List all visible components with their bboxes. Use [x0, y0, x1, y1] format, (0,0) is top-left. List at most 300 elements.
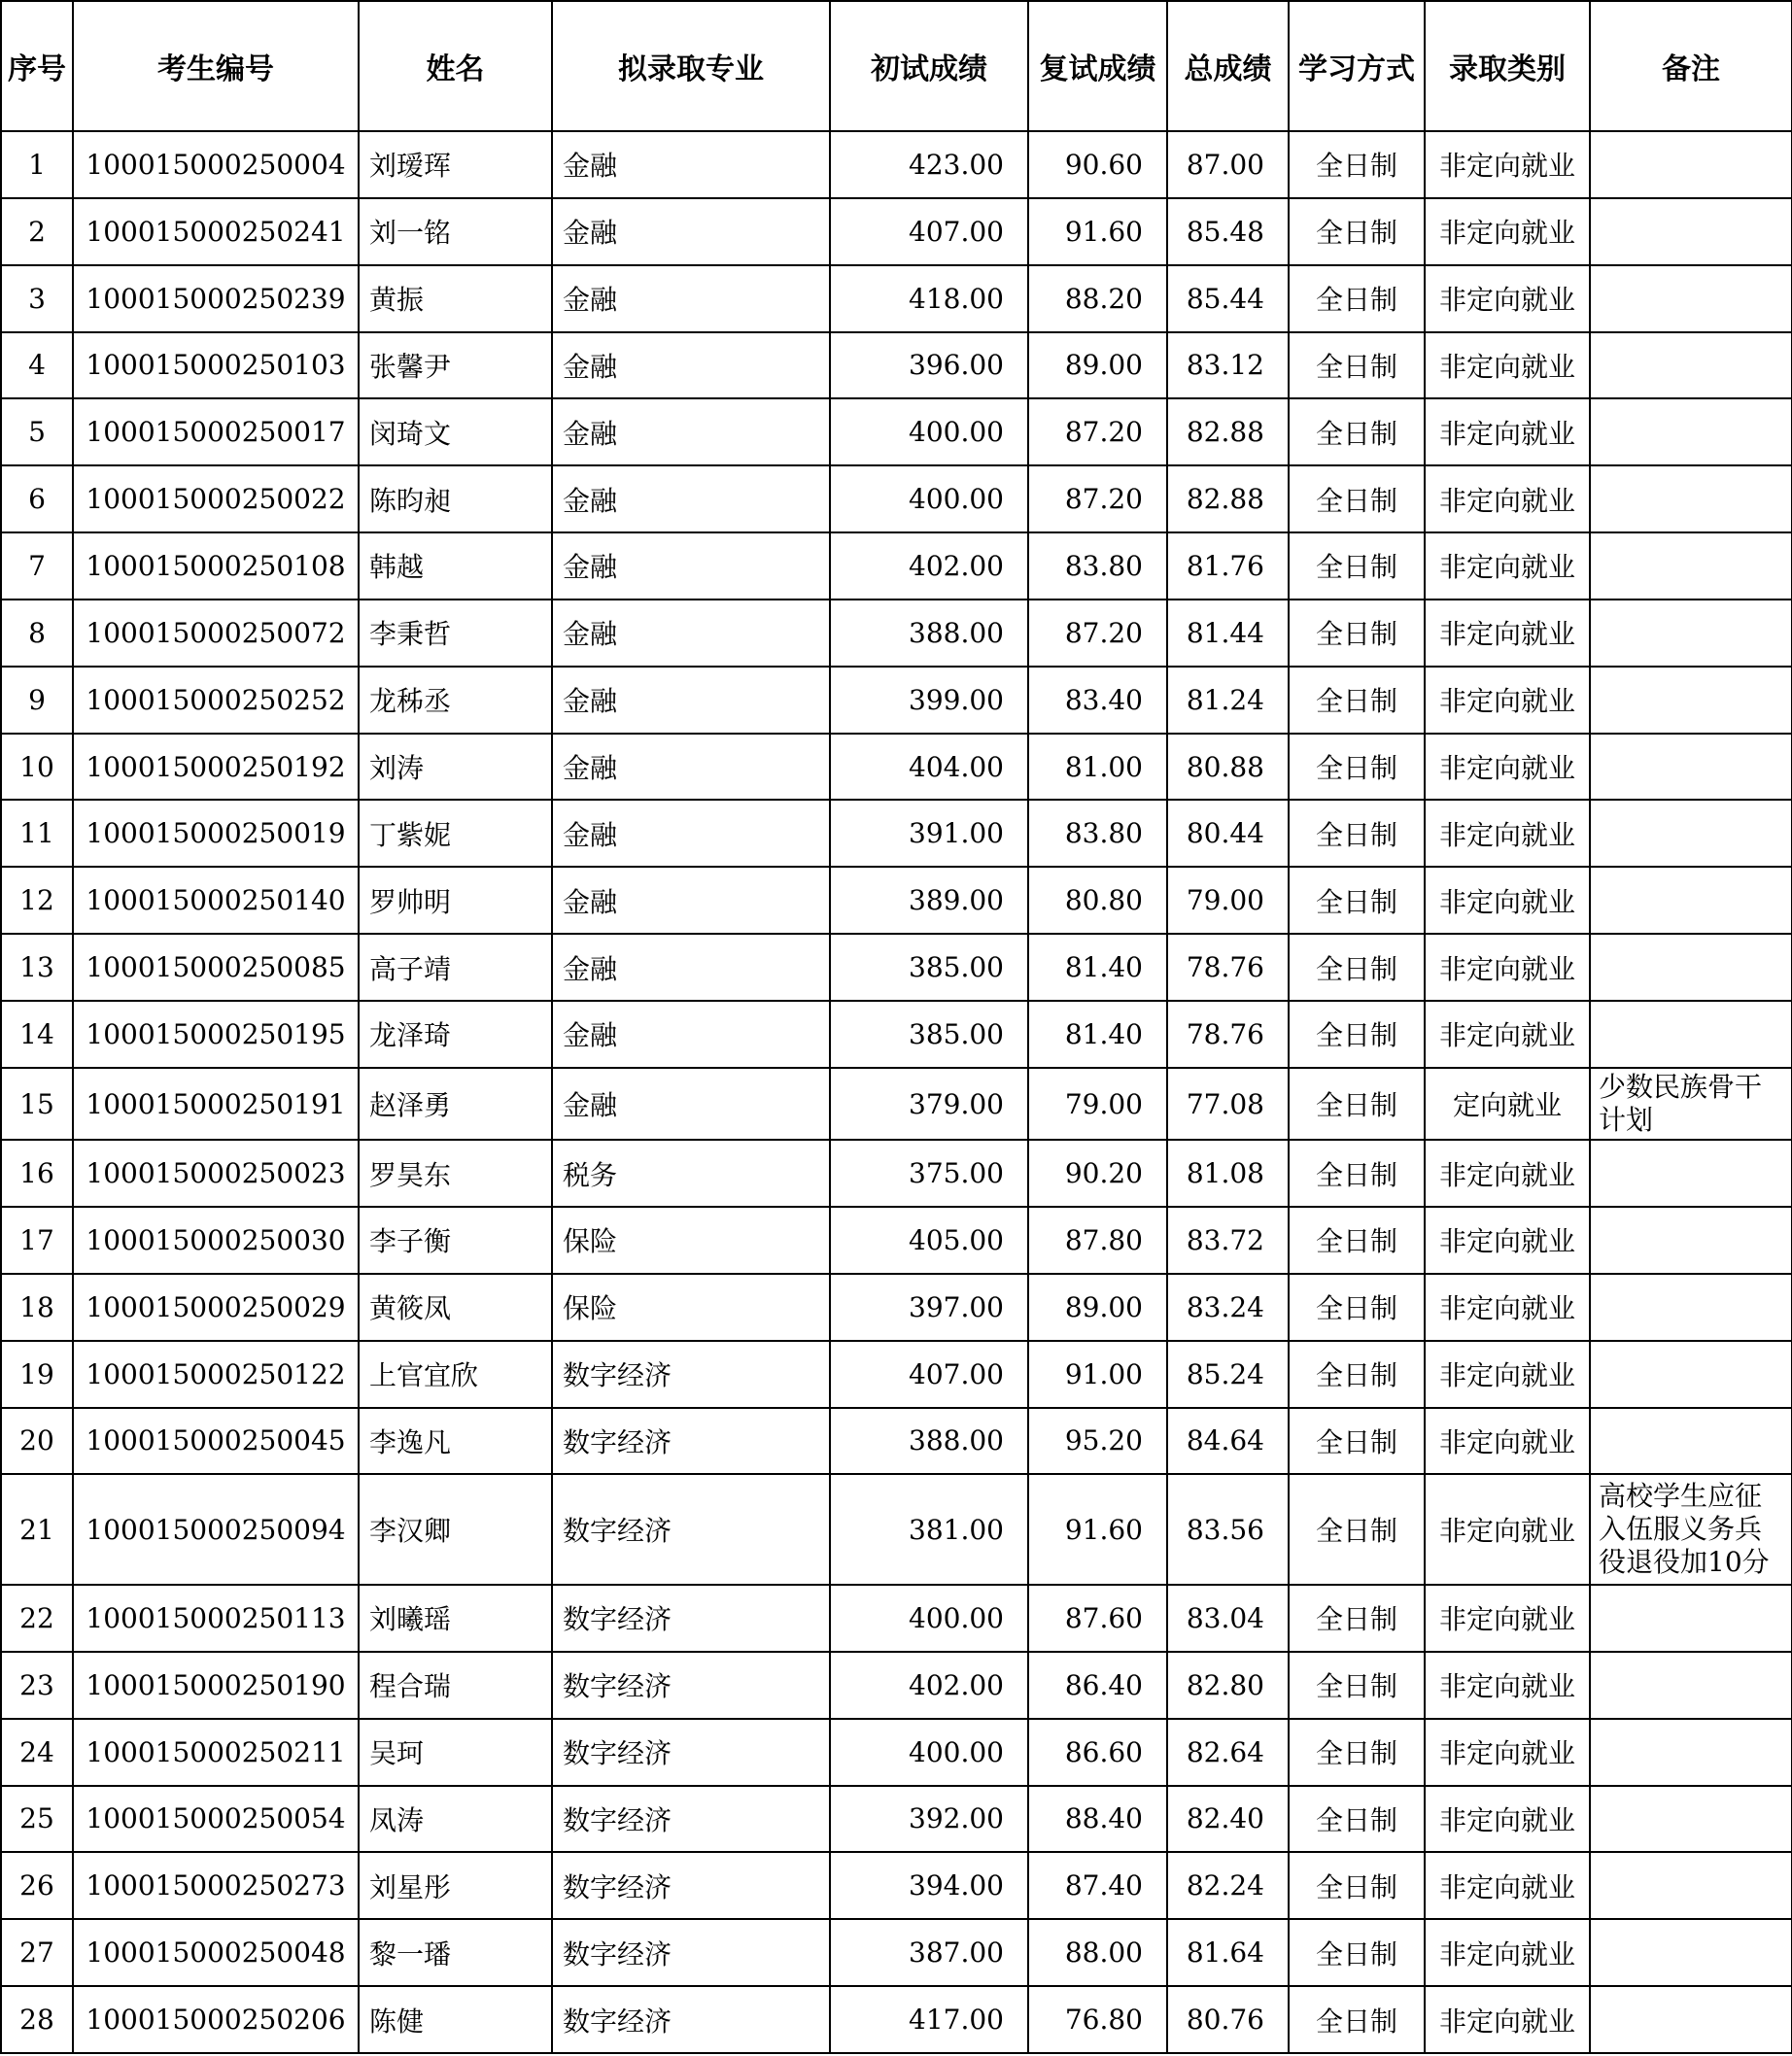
study-mode: 全日制	[1289, 1068, 1425, 1140]
candidate-name: 刘瑷珲	[359, 131, 552, 198]
total-score: 81.64	[1167, 1919, 1289, 1986]
prelim-score: 388.00	[830, 600, 1028, 667]
row-index: 6	[1, 465, 73, 532]
retest-score: 87.20	[1028, 600, 1167, 667]
row-index: 22	[1, 1585, 73, 1652]
row-index: 12	[1, 867, 73, 934]
remarks	[1590, 532, 1792, 600]
admitted-major: 数字经济	[552, 1786, 830, 1853]
candidate-name: 黄筱凤	[359, 1274, 552, 1341]
candidate-id: 100015000250017	[73, 398, 359, 465]
admission-category: 非定向就业	[1425, 1207, 1590, 1274]
admitted-major: 金融	[552, 867, 830, 934]
admitted-major: 数字经济	[552, 1408, 830, 1475]
admitted-major: 数字经济	[552, 1986, 830, 2053]
admission-category: 非定向就业	[1425, 667, 1590, 734]
table-row	[1, 1986, 1792, 2053]
retest-score: 86.40	[1028, 1652, 1167, 1719]
total-score: 77.08	[1167, 1068, 1289, 1140]
candidate-id: 100015000250192	[73, 734, 359, 801]
candidate-id: 100015000250045	[73, 1408, 359, 1475]
table-row	[1, 1474, 1792, 1585]
candidate-id: 100015000250140	[73, 867, 359, 934]
candidate-id: 100015000250103	[73, 332, 359, 399]
remarks	[1590, 1585, 1792, 1652]
table-row	[1, 1719, 1792, 1786]
row-index: 9	[1, 667, 73, 734]
remarks	[1590, 131, 1792, 198]
prelim-score: 400.00	[830, 465, 1028, 532]
study-mode: 全日制	[1289, 1274, 1425, 1341]
row-index: 7	[1, 532, 73, 600]
remarks	[1590, 1986, 1792, 2053]
admission-category: 非定向就业	[1425, 1919, 1590, 1986]
header-name: 姓名	[359, 1, 552, 131]
table-row	[1, 1341, 1792, 1408]
prelim-score: 407.00	[830, 1341, 1028, 1408]
row-index: 15	[1, 1068, 73, 1140]
table-row	[1, 734, 1792, 801]
header-candidate-id: 考生编号	[73, 1, 359, 131]
candidate-id: 100015000250022	[73, 465, 359, 532]
row-index: 16	[1, 1140, 73, 1207]
row-index: 4	[1, 332, 73, 399]
study-mode: 全日制	[1289, 532, 1425, 600]
candidate-name: 黎一璠	[359, 1919, 552, 1986]
candidate-name: 罗昊东	[359, 1140, 552, 1207]
candidate-name: 高子靖	[359, 934, 552, 1001]
candidate-name: 李秉哲	[359, 600, 552, 667]
candidate-name: 刘涛	[359, 734, 552, 801]
header-retest-score: 复试成绩	[1028, 1, 1167, 131]
admission-category: 非定向就业	[1425, 1852, 1590, 1919]
prelim-score: 387.00	[830, 1919, 1028, 1986]
retest-score: 81.40	[1028, 934, 1167, 1001]
admission-category: 非定向就业	[1425, 1986, 1590, 2053]
row-index: 27	[1, 1919, 73, 1986]
admitted-major: 税务	[552, 1140, 830, 1207]
candidate-name: 陈健	[359, 1986, 552, 2053]
total-score: 82.88	[1167, 398, 1289, 465]
study-mode: 全日制	[1289, 398, 1425, 465]
admitted-major: 金融	[552, 465, 830, 532]
total-score: 82.24	[1167, 1852, 1289, 1919]
retest-score: 88.40	[1028, 1786, 1167, 1853]
admitted-major: 金融	[552, 667, 830, 734]
remarks	[1590, 600, 1792, 667]
study-mode: 全日制	[1289, 1140, 1425, 1207]
remarks: 高校学生应征入伍服义务兵役退役加10分	[1590, 1474, 1792, 1585]
table-row	[1, 131, 1792, 198]
admission-category: 定向就业	[1425, 1068, 1590, 1140]
total-score: 83.12	[1167, 332, 1289, 399]
row-index: 23	[1, 1652, 73, 1719]
retest-score: 87.20	[1028, 398, 1167, 465]
admission-category: 非定向就业	[1425, 465, 1590, 532]
table-row	[1, 1140, 1792, 1207]
candidate-name: 刘一铭	[359, 198, 552, 265]
admission-category: 非定向就业	[1425, 1719, 1590, 1786]
retest-score: 91.60	[1028, 198, 1167, 265]
candidate-name: 赵泽勇	[359, 1068, 552, 1140]
admitted-major: 金融	[552, 1001, 830, 1068]
study-mode: 全日制	[1289, 1001, 1425, 1068]
total-score: 82.40	[1167, 1786, 1289, 1853]
admission-category: 非定向就业	[1425, 1786, 1590, 1853]
admission-category: 非定向就业	[1425, 1001, 1590, 1068]
prelim-score: 418.00	[830, 265, 1028, 332]
candidate-id: 100015000250030	[73, 1207, 359, 1274]
admitted-major: 数字经济	[552, 1652, 830, 1719]
prelim-score: 385.00	[830, 934, 1028, 1001]
prelim-score: 402.00	[830, 532, 1028, 600]
remarks	[1590, 1341, 1792, 1408]
admission-category: 非定向就业	[1425, 131, 1590, 198]
total-score: 84.64	[1167, 1408, 1289, 1475]
table-row	[1, 265, 1792, 332]
admitted-major: 数字经济	[552, 1719, 830, 1786]
prelim-score: 400.00	[830, 1585, 1028, 1652]
total-score: 79.00	[1167, 867, 1289, 934]
row-index: 13	[1, 934, 73, 1001]
admission-category: 非定向就业	[1425, 1341, 1590, 1408]
admission-category: 非定向就业	[1425, 734, 1590, 801]
candidate-name: 丁紫妮	[359, 800, 552, 867]
prelim-score: 407.00	[830, 198, 1028, 265]
prelim-score: 397.00	[830, 1274, 1028, 1341]
admitted-major: 金融	[552, 265, 830, 332]
retest-score: 90.20	[1028, 1140, 1167, 1207]
header-remarks: 备注	[1590, 1, 1792, 131]
total-score: 83.24	[1167, 1274, 1289, 1341]
candidate-name: 龙泽琦	[359, 1001, 552, 1068]
table-row	[1, 332, 1792, 399]
prelim-score: 423.00	[830, 131, 1028, 198]
admitted-major: 金融	[552, 734, 830, 801]
prelim-score: 400.00	[830, 1719, 1028, 1786]
admitted-major: 金融	[552, 398, 830, 465]
row-index: 18	[1, 1274, 73, 1341]
prelim-score: 375.00	[830, 1140, 1028, 1207]
header-index: 序号	[1, 1, 73, 131]
total-score: 81.44	[1167, 600, 1289, 667]
prelim-score: 385.00	[830, 1001, 1028, 1068]
row-index: 20	[1, 1408, 73, 1475]
total-score: 85.48	[1167, 198, 1289, 265]
retest-score: 83.80	[1028, 800, 1167, 867]
remarks	[1590, 265, 1792, 332]
study-mode: 全日制	[1289, 1652, 1425, 1719]
total-score: 82.80	[1167, 1652, 1289, 1719]
table-row	[1, 1207, 1792, 1274]
candidate-name: 黄振	[359, 265, 552, 332]
admission-category: 非定向就业	[1425, 800, 1590, 867]
candidate-name: 罗帅明	[359, 867, 552, 934]
candidate-id: 100015000250029	[73, 1274, 359, 1341]
total-score: 81.76	[1167, 532, 1289, 600]
admission-category: 非定向就业	[1425, 1474, 1590, 1585]
remarks	[1590, 465, 1792, 532]
retest-score: 83.40	[1028, 667, 1167, 734]
admitted-major: 保险	[552, 1274, 830, 1341]
remarks	[1590, 332, 1792, 399]
prelim-score: 394.00	[830, 1852, 1028, 1919]
admission-category: 非定向就业	[1425, 532, 1590, 600]
candidate-id: 100015000250072	[73, 600, 359, 667]
candidate-name: 李子衡	[359, 1207, 552, 1274]
candidate-id: 100015000250085	[73, 934, 359, 1001]
retest-score: 87.20	[1028, 465, 1167, 532]
prelim-score: 388.00	[830, 1408, 1028, 1475]
prelim-score: 404.00	[830, 734, 1028, 801]
table-row	[1, 198, 1792, 265]
retest-score: 83.80	[1028, 532, 1167, 600]
header-row	[1, 1, 1792, 131]
table-row	[1, 465, 1792, 532]
admitted-major: 金融	[552, 198, 830, 265]
admitted-major: 数字经济	[552, 1852, 830, 1919]
prelim-score: 389.00	[830, 867, 1028, 934]
total-score: 81.08	[1167, 1140, 1289, 1207]
admission-category: 非定向就业	[1425, 1585, 1590, 1652]
retest-score: 91.00	[1028, 1341, 1167, 1408]
row-index: 2	[1, 198, 73, 265]
remarks	[1590, 1207, 1792, 1274]
study-mode: 全日制	[1289, 265, 1425, 332]
row-index: 21	[1, 1474, 73, 1585]
retest-score: 86.60	[1028, 1719, 1167, 1786]
admitted-major: 金融	[552, 800, 830, 867]
candidate-id: 100015000250019	[73, 800, 359, 867]
row-index: 28	[1, 1986, 73, 2053]
table-row	[1, 800, 1792, 867]
remarks	[1590, 1719, 1792, 1786]
prelim-score: 400.00	[830, 398, 1028, 465]
remarks	[1590, 1001, 1792, 1068]
admitted-major: 保险	[552, 1207, 830, 1274]
candidate-id: 100015000250206	[73, 1986, 359, 2053]
remarks	[1590, 1140, 1792, 1207]
table-row	[1, 1408, 1792, 1475]
admission-category: 非定向就业	[1425, 1652, 1590, 1719]
study-mode: 全日制	[1289, 734, 1425, 801]
candidate-id: 100015000250094	[73, 1474, 359, 1585]
admitted-major: 金融	[552, 934, 830, 1001]
candidate-id: 100015000250211	[73, 1719, 359, 1786]
candidate-name: 陈昀昶	[359, 465, 552, 532]
admission-category: 非定向就业	[1425, 1140, 1590, 1207]
study-mode: 全日制	[1289, 667, 1425, 734]
table-row	[1, 667, 1792, 734]
study-mode: 全日制	[1289, 1474, 1425, 1585]
retest-score: 95.20	[1028, 1408, 1167, 1475]
remarks	[1590, 667, 1792, 734]
candidate-name: 龙秭丞	[359, 667, 552, 734]
admitted-major: 金融	[552, 131, 830, 198]
row-index: 24	[1, 1719, 73, 1786]
remarks	[1590, 867, 1792, 934]
candidate-name: 李汉卿	[359, 1474, 552, 1585]
retest-score: 87.60	[1028, 1585, 1167, 1652]
admitted-major: 金融	[552, 600, 830, 667]
total-score: 85.44	[1167, 265, 1289, 332]
total-score: 80.44	[1167, 800, 1289, 867]
table-row	[1, 1786, 1792, 1853]
retest-score: 87.40	[1028, 1852, 1167, 1919]
row-index: 11	[1, 800, 73, 867]
table-row	[1, 398, 1792, 465]
total-score: 80.88	[1167, 734, 1289, 801]
admission-category: 非定向就业	[1425, 398, 1590, 465]
prelim-score: 396.00	[830, 332, 1028, 399]
table-row	[1, 867, 1792, 934]
admission-category: 非定向就业	[1425, 867, 1590, 934]
table-body	[1, 131, 1792, 2053]
total-score: 78.76	[1167, 934, 1289, 1001]
candidate-id: 100015000250195	[73, 1001, 359, 1068]
retest-score: 91.60	[1028, 1474, 1167, 1585]
study-mode: 全日制	[1289, 1919, 1425, 1986]
retest-score: 89.00	[1028, 1274, 1167, 1341]
candidate-name: 刘星彤	[359, 1852, 552, 1919]
candidate-name: 吴珂	[359, 1719, 552, 1786]
retest-score: 81.40	[1028, 1001, 1167, 1068]
row-index: 1	[1, 131, 73, 198]
study-mode: 全日制	[1289, 198, 1425, 265]
candidate-id: 100015000250191	[73, 1068, 359, 1140]
study-mode: 全日制	[1289, 867, 1425, 934]
total-score: 82.64	[1167, 1719, 1289, 1786]
prelim-score: 392.00	[830, 1786, 1028, 1853]
prelim-score: 399.00	[830, 667, 1028, 734]
admission-category: 非定向就业	[1425, 1408, 1590, 1475]
remarks	[1590, 198, 1792, 265]
candidate-id: 100015000250273	[73, 1852, 359, 1919]
admitted-major: 数字经济	[552, 1585, 830, 1652]
admission-category: 非定向就业	[1425, 1274, 1590, 1341]
study-mode: 全日制	[1289, 800, 1425, 867]
retest-score: 88.20	[1028, 265, 1167, 332]
study-mode: 全日制	[1289, 332, 1425, 399]
admission-category: 非定向就业	[1425, 265, 1590, 332]
candidate-name: 张馨尹	[359, 332, 552, 399]
retest-score: 79.00	[1028, 1068, 1167, 1140]
prelim-score: 379.00	[830, 1068, 1028, 1140]
retest-score: 88.00	[1028, 1919, 1167, 1986]
row-index: 26	[1, 1852, 73, 1919]
remarks	[1590, 1652, 1792, 1719]
study-mode: 全日制	[1289, 1408, 1425, 1475]
prelim-score: 381.00	[830, 1474, 1028, 1585]
header-study-mode: 学习方式	[1289, 1, 1425, 131]
prelim-score: 402.00	[830, 1652, 1028, 1719]
row-index: 19	[1, 1341, 73, 1408]
study-mode: 全日制	[1289, 934, 1425, 1001]
admitted-major: 数字经济	[552, 1919, 830, 1986]
candidate-name: 闵琦文	[359, 398, 552, 465]
candidate-id: 100015000250239	[73, 265, 359, 332]
admission-category: 非定向就业	[1425, 934, 1590, 1001]
table-row	[1, 934, 1792, 1001]
admission-category: 非定向就业	[1425, 198, 1590, 265]
admission-category: 非定向就业	[1425, 332, 1590, 399]
remarks	[1590, 800, 1792, 867]
candidate-id: 100015000250108	[73, 532, 359, 600]
table-row	[1, 1001, 1792, 1068]
remarks	[1590, 1274, 1792, 1341]
total-score: 83.04	[1167, 1585, 1289, 1652]
candidate-id: 100015000250113	[73, 1585, 359, 1652]
row-index: 17	[1, 1207, 73, 1274]
total-score: 85.24	[1167, 1341, 1289, 1408]
study-mode: 全日制	[1289, 131, 1425, 198]
study-mode: 全日制	[1289, 1986, 1425, 2053]
table-row	[1, 1652, 1792, 1719]
study-mode: 全日制	[1289, 1585, 1425, 1652]
table-row	[1, 1274, 1792, 1341]
admission-category: 非定向就业	[1425, 600, 1590, 667]
admitted-major: 数字经济	[552, 1474, 830, 1585]
total-score: 83.72	[1167, 1207, 1289, 1274]
candidate-id: 100015000250241	[73, 198, 359, 265]
retest-score: 87.80	[1028, 1207, 1167, 1274]
total-score: 87.00	[1167, 131, 1289, 198]
table-row	[1, 1852, 1792, 1919]
study-mode: 全日制	[1289, 1786, 1425, 1853]
table-row	[1, 1919, 1792, 1986]
remarks	[1590, 734, 1792, 801]
candidate-id: 100015000250004	[73, 131, 359, 198]
candidate-name: 李逸凡	[359, 1408, 552, 1475]
retest-score: 80.80	[1028, 867, 1167, 934]
prelim-score: 391.00	[830, 800, 1028, 867]
remarks	[1590, 1919, 1792, 1986]
remarks	[1590, 934, 1792, 1001]
candidate-name: 凤涛	[359, 1786, 552, 1853]
admitted-major: 金融	[552, 332, 830, 399]
remarks	[1590, 1852, 1792, 1919]
header-major: 拟录取专业	[552, 1, 830, 131]
total-score: 81.24	[1167, 667, 1289, 734]
admitted-major: 金融	[552, 532, 830, 600]
candidate-id: 100015000250023	[73, 1140, 359, 1207]
study-mode: 全日制	[1289, 1207, 1425, 1274]
row-index: 14	[1, 1001, 73, 1068]
study-mode: 全日制	[1289, 1852, 1425, 1919]
table-row	[1, 600, 1792, 667]
remarks	[1590, 1408, 1792, 1475]
row-index: 8	[1, 600, 73, 667]
candidate-name: 程合瑞	[359, 1652, 552, 1719]
total-score: 80.76	[1167, 1986, 1289, 2053]
retest-score: 89.00	[1028, 332, 1167, 399]
header-prelim-score: 初试成绩	[830, 1, 1028, 131]
candidate-id: 100015000250252	[73, 667, 359, 734]
header-admission-category: 录取类别	[1425, 1, 1590, 131]
row-index: 5	[1, 398, 73, 465]
prelim-score: 405.00	[830, 1207, 1028, 1274]
table-row	[1, 532, 1792, 600]
retest-score: 90.60	[1028, 131, 1167, 198]
remarks: 少数民族骨干计划	[1590, 1068, 1792, 1140]
candidate-id: 100015000250190	[73, 1652, 359, 1719]
study-mode: 全日制	[1289, 1341, 1425, 1408]
candidate-id: 100015000250122	[73, 1341, 359, 1408]
admitted-major: 金融	[552, 1068, 830, 1140]
table-row	[1, 1585, 1792, 1652]
total-score: 82.88	[1167, 465, 1289, 532]
table-row	[1, 1068, 1792, 1140]
